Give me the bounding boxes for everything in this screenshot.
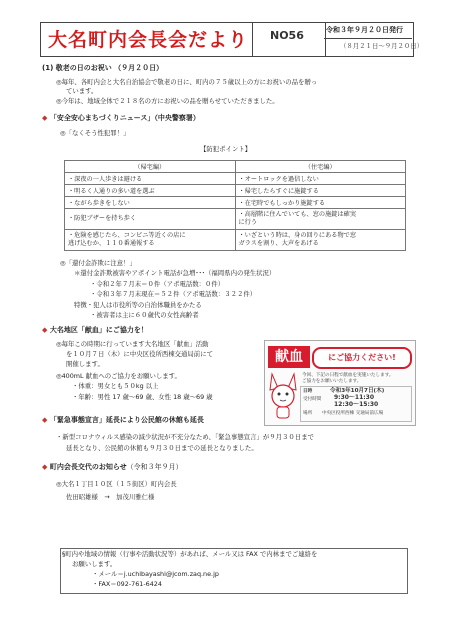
poster-time-label: 受付時間	[303, 397, 322, 402]
table-cell: ・帰宅したらすぐに施錠する	[235, 185, 406, 197]
fraud-subheading: ◎「還付金詐欺に注意！」	[60, 259, 136, 267]
contact-fax: ・FAX＝092-761-6424	[92, 580, 162, 588]
poster-note: ご協力をお願いいたします。	[302, 379, 362, 384]
safety-subheading: ◎「なくそう性犯罪！」	[60, 129, 130, 137]
contact-line: お願いします。	[72, 560, 117, 568]
section3-heading	[42, 325, 148, 335]
table-caption: 【防犯ポイント】	[200, 145, 252, 153]
issue-date: 令和３年９月２０日発行	[326, 26, 403, 34]
table-cell: ・ながら歩きをしない	[65, 197, 236, 209]
table-cell: ・高層階に住んでいても、窓の施錠は確実 に行う	[235, 209, 406, 230]
section4-heading-text: 「緊急事態宣言」延長により公民館の休館も延長	[49, 416, 204, 424]
table-header-left: （帰宅編）	[65, 161, 236, 173]
table-header-right: （住宅編）	[235, 161, 406, 173]
table-cell: ・在宅時でもしっかり施錠する	[235, 197, 406, 209]
blood-line: ・年齢：男性 17 歳～69 歳、女性 18 歳～69 歳	[72, 393, 213, 401]
closure-line: ・新型コロナウィルス感染の減少状況が不充分なため、「緊急事態宣言」が９月３０日まで	[56, 433, 314, 441]
issue-number: NO56	[270, 29, 304, 42]
table-cell: ・深夜の一人歩きは避ける	[65, 173, 236, 185]
diamond-bullet-icon: ◆	[42, 326, 48, 334]
contact-email: ・メール＝j.uchibayashi@jcom.zaq.ne.jp	[92, 570, 219, 578]
poster-time: 9:30～11:30	[334, 394, 375, 401]
poster-date-label: 日時	[303, 389, 313, 394]
blood-line: ・体重：男女とも５０kg 以上	[72, 382, 159, 390]
chairman-change: 佐田昭雄様 → 加茂川雅仁様	[66, 493, 155, 501]
section5-heading	[42, 462, 183, 472]
section2-heading	[42, 113, 200, 123]
diamond-bullet-icon: ◆	[42, 416, 48, 424]
fraud-line: ・令和３年７月末現在＝５２件（アポ電話数：３２２件）	[90, 290, 257, 298]
table-cell: ・いざという時は、身の回りにある物で窓 ガラスを割り、大声をあげる	[235, 230, 406, 251]
poster-place: 中央区役所西棟 交通局前広場	[322, 411, 384, 416]
newsletter-title: 大名町内会長会だより	[48, 29, 249, 51]
section1-line: ています。	[66, 87, 98, 95]
table-cell: ・明るく人通りの多い道を選ぶ	[65, 185, 236, 197]
fraud-line: ＊還付金詐欺被害やアポイント電話が急増･･･（福岡県内の発生状況）	[74, 269, 276, 277]
contact-line: §町内や地域の情報（行事や活動状況等）があれば、メール又は FAX で内林までご連絡を	[62, 550, 318, 558]
poster-date: 令和3年10月7日(木)	[330, 388, 385, 394]
section4-heading	[42, 415, 204, 425]
fraud-line: ・被害者は主に６０歳代の女性高齢者	[90, 311, 199, 319]
section5-heading-date: （令和３年９月）	[126, 463, 183, 471]
blood-line: ◎毎年この時期に行っています大名地区「献血」活動	[56, 340, 209, 348]
date-divider	[324, 38, 412, 39]
poster-place-label: 場所	[303, 411, 313, 416]
table-cell: ・オートロックを過信しない	[235, 173, 406, 185]
fraud-line: 特徴・犯人は市役所等の自治体職員をかたる	[74, 301, 202, 309]
section5-heading-text: 町内会長交代のお知らせ	[49, 463, 127, 471]
chairman-line: ◎大名１丁目１０区（１５街区）町内会長	[56, 480, 177, 488]
diamond-bullet-icon: ◆	[42, 114, 48, 122]
section1-line: ◎今年は、地域全体で２１８名の方にお祝いの品を贈らせていただきました。	[56, 97, 279, 105]
section1-heading: (1) 敬老の日のお祝い （９月２０日）	[42, 64, 164, 72]
section2-heading-text: 「安全安心まちづくりニュース」（中央警察署）	[49, 114, 200, 122]
section1-line: ◎毎年、各町内会と大名自治協会で敬老の日に、町内の７５歳以上の方にお祝いの品を贈っ	[56, 78, 318, 86]
mascot-icon	[268, 372, 298, 420]
poster-time: 12:30～15:30	[334, 401, 379, 408]
fraud-line: ・令和２年７月末＝０件（アポ電話数：０件）	[90, 280, 225, 288]
closure-line: 延長となり、公民館の休館も９月３０日までの延長となりました。	[66, 444, 258, 452]
poster-kanji: 献血	[268, 346, 310, 368]
table-cell: ・防犯ブザーを持ち歩く	[65, 209, 236, 230]
issue-period: （８月２１日～９月２０日）	[340, 42, 424, 50]
poster-note: 今回、下記の日程で献血を実施いたします。	[302, 373, 394, 378]
diamond-bullet-icon: ◆	[42, 463, 48, 471]
blood-line: ◎400mL 献血へのご協力をお願いします。	[56, 372, 181, 380]
blood-line: 開催します。	[66, 360, 104, 368]
table-cell: ・危険を感じたら、コンビニ等近くの店に 逃げ込むか、１１０番通報する	[65, 230, 236, 251]
safety-points-table	[64, 160, 406, 251]
poster-copy: にご協力ください!	[312, 347, 412, 369]
blood-line: を１０月７日（木）に中央区役所西棟交通局前にて	[66, 350, 213, 358]
section3-heading-text: 大名地区「献血」にご協力を！	[49, 326, 148, 334]
